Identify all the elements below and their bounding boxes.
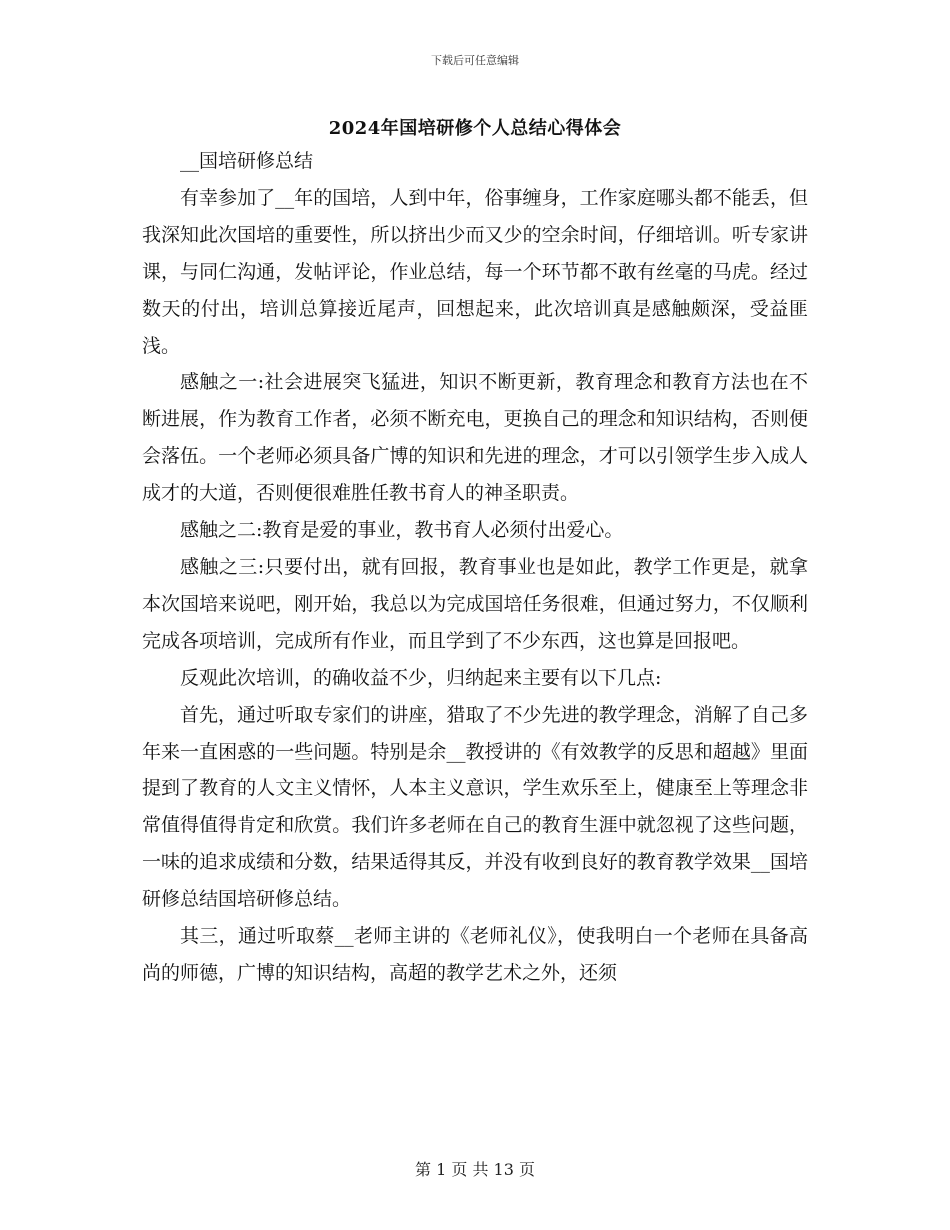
paragraph: 首先，通过听取专家们的讲座，猎取了不少先进的教学理念，消解了自己多年来一直困惑的一些问题。特别是余__教授讲的《有效教学的反思和超越》里面提到了教育的人文主义情怀，人本主义意识，学生欢乐至上，健康至上等理念非常值得值得肯定和欣赏。我们许多老师在自己的教育生涯中就忽视了这些问题，一味的追求成绩和分数，结果适得其反，并没有收到良好的教育教学效果__国培研修总结国培研修总结。 (142, 703, 808, 911)
paragraph: 感触之二:教育是爱的事业，教书育人必须付出爱心。 (180, 519, 624, 542)
paragraph: 感触之一:社会进展突飞猛进，知识不断更新，教育理念和教育方法也在不断进展，作为教育工作者，必须不断充电，更换自己的理念和知识结构，否则便会落伍。一个老师必须具备广博的知识和先进的理念，才可以引领学生步入成人成才的大道，否则便很难胜任教书育人的神圣职责。 (142, 371, 808, 505)
paragraph: 其三，通过听取蔡__老师主讲的《老师礼仪》，使我明白一个老师在具备高尚的师德，广博的知识结构，高超的教学艺术之外，还须 (142, 925, 808, 984)
paragraph: __国培研修总结 (180, 150, 314, 172)
page-footer: 第 1 页 共 13 页 (415, 1160, 535, 1179)
page-header: 下载后可任意编辑 (431, 54, 519, 67)
paragraph: 反观此次培训，的确收益不少，归纳起来主要有以下几点: (180, 666, 662, 689)
paragraph: 感触之三:只要付出，就有回报，教育事业也是如此，教学工作更是，就拿本次国培来说吧，刚开始，我总以为完成国培任务很难，但通过努力，不仅顺利完成各项培训，完成所有作业，而且学到了不少东西，这也算是回报吧。 (142, 555, 808, 652)
document-title: 2024年国培研修个人总结心得体会 (328, 118, 622, 139)
document-body (142, 143, 808, 992)
paragraph: 有幸参加了__年的国培，人到中年，俗事缠身，工作家庭哪头都不能丢，但我深知此次国培的重要性，所以挤出少而又少的空余时间，仔细培训。听专家讲课，与同仁沟通，发帖评论，作业总结，每一个环节都不敢有丝毫的马虎。经过数天的付出，培训总算接近尾声，回想起来，此次培训真是感触颇深，受益匪浅。 (142, 186, 808, 357)
